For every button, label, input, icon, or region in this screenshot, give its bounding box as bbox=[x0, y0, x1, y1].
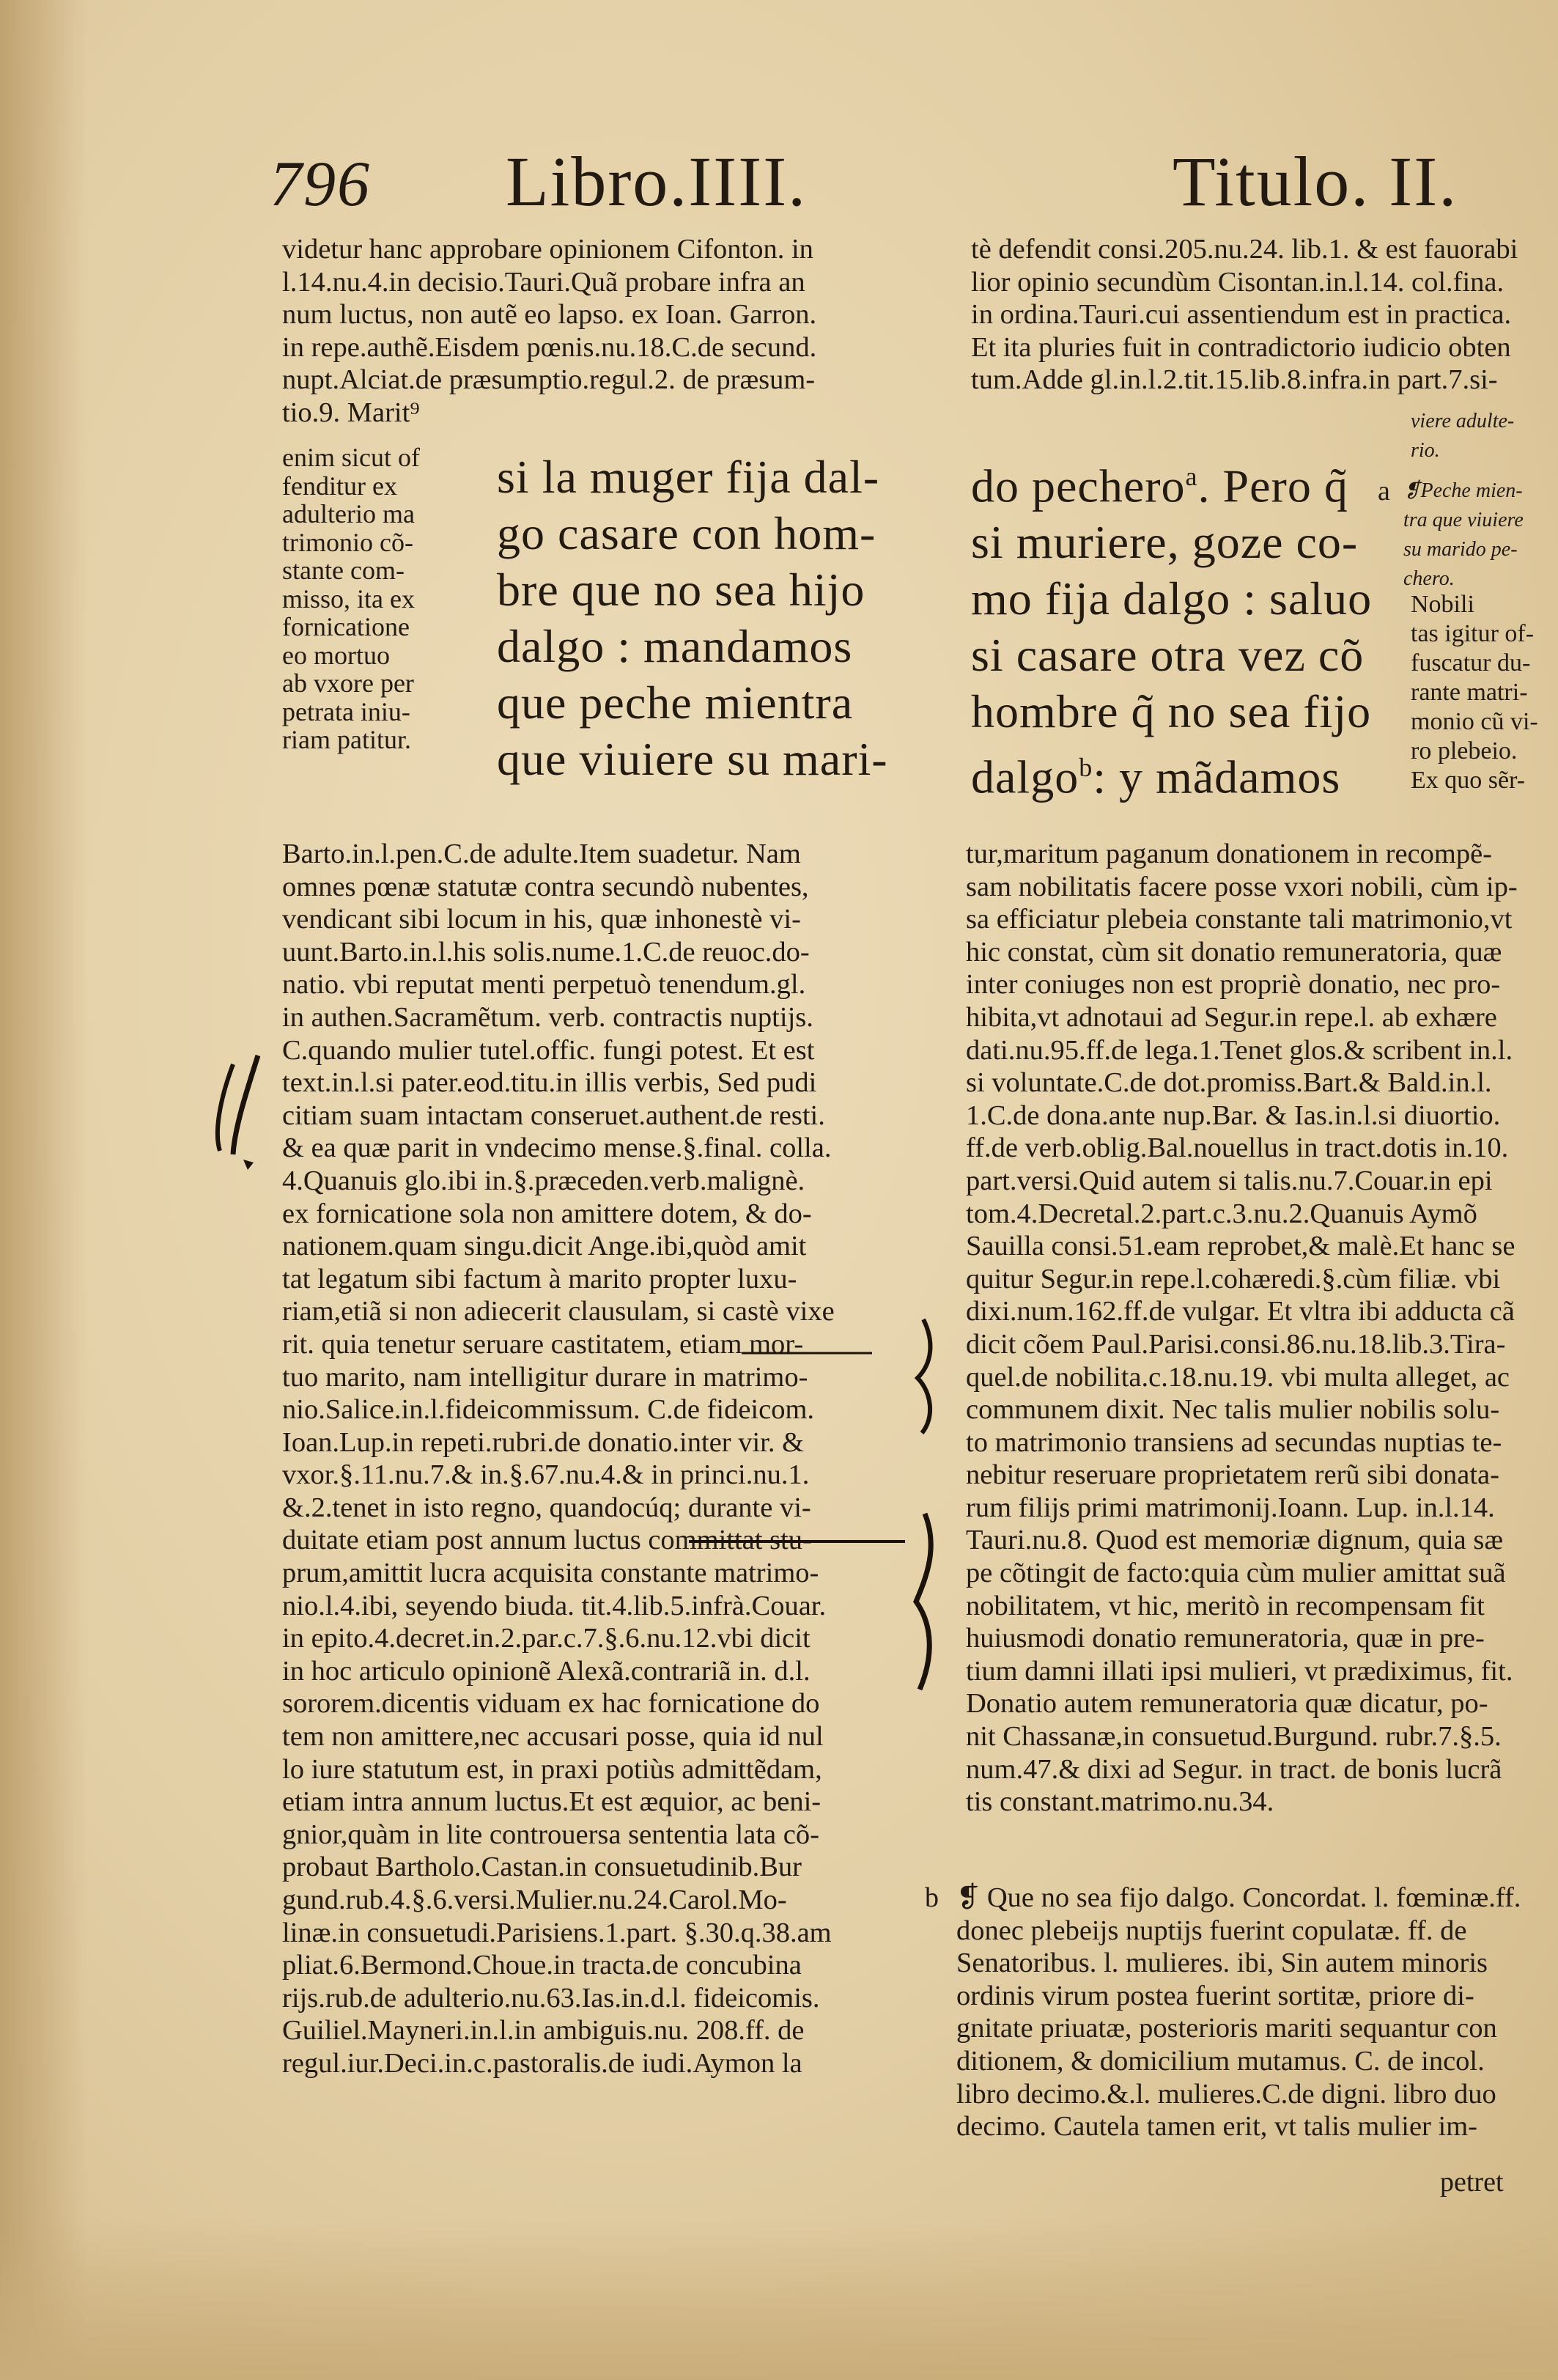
gloss-line: adulterio ma bbox=[282, 499, 415, 528]
gloss-line: gund.rub.4.§.6.versi.Mulier.nu.24.Carol.Mo- bbox=[282, 1885, 787, 1915]
gloss-line: communem dixit. Nec talis mulier nobilis solu- bbox=[966, 1394, 1500, 1426]
side-line: tra que viuiere bbox=[1403, 509, 1524, 531]
law-line: bre que no sea hijo bbox=[497, 564, 865, 616]
page-number: 796 bbox=[270, 149, 371, 220]
gloss-line: huiusmodi donatio remuneratoria, quæ in pre- bbox=[966, 1623, 1485, 1654]
side-line: Nobili bbox=[1411, 591, 1474, 618]
gloss-line: tis constant.matrimo.nu.34. bbox=[966, 1786, 1274, 1818]
gloss-line: tat legatum sibi factum à marito propter luxu- bbox=[282, 1263, 797, 1294]
gloss-line: in repe.authẽ.Eisdem pœnis.nu.18.C.de secund. bbox=[282, 331, 817, 363]
gloss-line: videtur hanc approbare opinionem Cifonton. in bbox=[282, 234, 813, 265]
gloss-line: tem non amittere,nec accusari posse, quia id nul bbox=[282, 1721, 824, 1753]
gloss-line: citiam suam intactam conseruet.authent.de resti. bbox=[282, 1099, 825, 1131]
gloss-line: duitate etiam post annum luctus committat stu- bbox=[282, 1525, 812, 1556]
gloss-line: Tauri.nu.8. Quod est memoriæ dignum, quia sæ bbox=[966, 1525, 1504, 1556]
gloss-line: petrata iniu- bbox=[282, 696, 410, 726]
gloss-line: nio.Salice.in.l.fideicommissum. C.de fideicom. bbox=[282, 1394, 815, 1426]
gloss-line: inter coniuges non est propriè donatio, nec pro- bbox=[966, 969, 1501, 1001]
gloss-line: Ioan.Lup.in repeti.rubri.de donatio.inter vir. & bbox=[282, 1426, 805, 1458]
note-letter-b: b bbox=[925, 1882, 939, 1913]
gloss-line: enim sicut of bbox=[282, 443, 420, 472]
gloss-line: uunt.Barto.in.l.his solis.nume.1.C.de reuoc.do- bbox=[282, 936, 810, 968]
gloss-line: rit. quia tenetur seruare castitatem, etiam mor- bbox=[282, 1328, 804, 1360]
gloss-line: regul.iur.Deci.in.c.pastoralis.de iudi.Aymon la bbox=[282, 2047, 802, 2079]
side-line: tas igitur of- bbox=[1411, 620, 1535, 647]
gloss-line: dati.nu.95.ff.de lega.1.Tenet glos.& scribent in.l. bbox=[966, 1034, 1513, 1066]
side-line: monio cũ vi- bbox=[1411, 708, 1538, 735]
gloss-line: 4.Quanuis glo.ibi in.§.præceden.verb.malignè. bbox=[282, 1165, 805, 1196]
gloss-line: ff.de verb.oblig.Bal.nouellus in tract.dotis in.10. bbox=[966, 1132, 1509, 1164]
gloss-line: dicit cõem Paul.Parisi.consi.86.nu.18.lib.3.Tira- bbox=[966, 1328, 1506, 1360]
gloss-line: ex fornicatione sola non amittere dotem, & do- bbox=[282, 1198, 812, 1229]
side-line: chero. bbox=[1403, 567, 1455, 590]
gloss-line: fenditur ex bbox=[282, 471, 397, 501]
side-line: Ex quo sẽr- bbox=[1411, 767, 1526, 794]
gloss-line: lo iure statutum est, in praxi potiùs admittẽdam, bbox=[282, 1753, 822, 1785]
gloss-line: ❡ Que no sea fijo dalgo. Concordat. l. fœminæ.ff. bbox=[956, 1882, 1521, 1913]
gloss-line: in ordina.Tauri.cui assentiendum est in practica. bbox=[971, 299, 1512, 331]
running-head-title: Titulo. II. bbox=[1173, 142, 1458, 221]
law-line: que viuiere su mari- bbox=[497, 733, 888, 785]
gloss-line: nit Chassanæ,in consuetud.Burgund. rubr.7.§.5. bbox=[966, 1721, 1502, 1753]
law-line: dalgo$^b$: y mãdamos bbox=[971, 751, 1341, 803]
law-line: si muriere, goze co- bbox=[971, 516, 1359, 569]
gloss-line: nupt.Alciat.de præsumptio.regul.2. de præsum- bbox=[282, 364, 816, 396]
side-line: ❡Peche mien- bbox=[1403, 479, 1523, 502]
gloss-line: sa efficiatur plebeia constante tali matrimonio,vt bbox=[966, 904, 1513, 935]
gloss-line: Et ita pluries fuit in contradictorio iudicio obten bbox=[971, 331, 1511, 363]
gloss-line: vxor.§.11.nu.7.& in.§.67.nu.4.& in princi.nu.1. bbox=[282, 1459, 810, 1491]
gloss-line: nationem.quam singu.dicit Ange.ibi,quòd amit bbox=[282, 1231, 807, 1262]
law-line: si la muger fija dal- bbox=[497, 451, 880, 503]
gloss-line: tuo marito, nam intelligitur durare in matrimo- bbox=[282, 1361, 808, 1393]
gloss-line: num luctus, non autẽ eo lapso. ex Ioan. Garron. bbox=[282, 299, 817, 331]
law-line: dalgo : mandamos bbox=[497, 620, 853, 672]
gloss-line: num.47.& dixi ad Segur. in tract. de bonis lucrã bbox=[966, 1753, 1502, 1785]
gloss-line: misso, ita ex bbox=[282, 583, 415, 614]
side-line: viere adulte- bbox=[1411, 410, 1515, 432]
gloss-line: riam patitur. bbox=[282, 725, 411, 754]
gloss-line: tum.Adde gl.in.l.2.tit.15.lib.8.infra.in part.7.si- bbox=[971, 364, 1498, 396]
catchword: petret bbox=[1440, 2167, 1504, 2197]
gloss-line: gnior,quàm in lite controuersa sententia lata cõ- bbox=[282, 1819, 819, 1850]
gloss-line: 1.C.de dona.ante nup.Bar. & Ias.in.l.si diuortio. bbox=[966, 1099, 1501, 1131]
gloss-line: si voluntate.C.de dot.promiss.Bart.& Bald.in.l. bbox=[966, 1067, 1492, 1099]
gloss-line: natio. vbi reputat menti perpetuò tenendum.gl. bbox=[282, 969, 806, 1001]
ink-brace bbox=[918, 1319, 930, 1433]
gloss-line: stante com- bbox=[282, 556, 405, 585]
gloss-line: Sauilla consi.51.eam reprobet,& malè.Et hanc se bbox=[966, 1231, 1515, 1262]
side-line: ro plebeio. bbox=[1411, 737, 1518, 765]
gloss-line: decimo. Cautela tamen erit, vt talis mulier im- bbox=[956, 2111, 1477, 2143]
note-mark-b: b bbox=[1079, 753, 1093, 783]
gloss-line: C.quando mulier tutel.offic. fungi potest. Et est bbox=[282, 1034, 815, 1066]
gloss-line: in hoc articulo opinionẽ Alexã.contrariã in. d.l. bbox=[282, 1655, 811, 1687]
gloss-line: riam,etiã si non adiecerit clausulam, si castè vixe bbox=[282, 1296, 835, 1327]
gloss-line: prum,amittit lucra acquisita constante matrimo- bbox=[282, 1558, 819, 1589]
gloss-line: tium damni illati ipsi mulieri, vt prædiximus, fit. bbox=[966, 1655, 1513, 1687]
gloss-line: hic constat, cùm sit donatio remuneratoria, quæ bbox=[966, 936, 1502, 968]
gloss-line: nio.l.4.ibi, seyendo biuda. tit.4.lib.5.infrà.Couar. bbox=[282, 1590, 827, 1621]
running-head-book: Libro.IIII. bbox=[506, 142, 808, 221]
gloss-line: quitur Segur.in repe.l.cohæredi.§.cùm filiæ. vbi bbox=[966, 1263, 1501, 1294]
gloss-line: rijs.rub.de adulterio.nu.63.Ias.in.d.l. fideicomis. bbox=[282, 1982, 820, 2014]
gloss-line: & ea quæ parit in vndecimo mense.§.final. colla. bbox=[282, 1132, 832, 1164]
ink-brace bbox=[916, 1514, 931, 1690]
gloss-line: in epito.4.decret.in.2.par.c.7.§.6.nu.12.vbi dicit bbox=[282, 1623, 811, 1654]
note-mark-a: a bbox=[1185, 462, 1198, 491]
gloss-line: probaut Bartholo.Castan.in consuetudinib.Bur bbox=[282, 1852, 802, 1883]
gloss-line: nobilitatem, vt hic, meritò in recompensam fit bbox=[966, 1590, 1485, 1621]
gloss-line: rum filijs primi matrimonij.Ioann. Lup. in.l.14. bbox=[966, 1492, 1495, 1523]
gloss-line: to matrimonio transiens ad secundas nuptias te- bbox=[966, 1426, 1502, 1458]
gloss-line: tur,maritum paganum donationem in recompẽ- bbox=[966, 839, 1492, 869]
gloss-line: omnes pœnæ statutæ contra secundò nubentes, bbox=[282, 871, 809, 902]
side-line: rio. bbox=[1411, 439, 1440, 462]
gloss-line: eo mortuo bbox=[282, 640, 390, 670]
gloss-line: sam nobilitatis facere posse vxori nobili, cùm ip- bbox=[966, 871, 1518, 902]
gloss-line: vendicant sibi locum in his, quæ inhonestè vi- bbox=[282, 904, 801, 935]
law-line: mo fija dalgo : saluo bbox=[971, 572, 1373, 625]
law-line: hombre q̃ no sea fijo bbox=[971, 685, 1372, 738]
gloss-line: part.versi.Quid autem si talis.nu.7.Couar.in epi bbox=[966, 1165, 1493, 1196]
gloss-line: sororem.dicentis viduam ex hac fornicatione do bbox=[282, 1688, 820, 1720]
gloss-line: ab vxore per bbox=[282, 668, 414, 698]
gloss-line: lior opinio secundùm Cisontan.in.l.14. col.fina. bbox=[971, 266, 1505, 298]
gloss-line: &.2.tenet in isto regno, quandocúq; durante vi- bbox=[282, 1492, 811, 1523]
gloss-line: ditionem, & domicilium mutamus. C. de incol. bbox=[956, 2045, 1485, 2077]
gloss-line: Barto.in.l.pen.C.de adulte.Item suadetur. Nam bbox=[282, 839, 801, 869]
gloss-line: pe cõtingit de facto:quia cùm mulier amittat suã bbox=[966, 1558, 1506, 1589]
law-line: go casare con hom- bbox=[497, 507, 876, 559]
gloss-line: trimonio cõ- bbox=[282, 527, 413, 557]
ink-stroke bbox=[218, 1064, 233, 1151]
side-line: su marido pe- bbox=[1403, 538, 1518, 561]
law-line: que peche mientra bbox=[497, 677, 854, 729]
gloss-line: libro decimo.&.l. mulieres.C.de digni. libro duo bbox=[956, 2078, 1496, 2110]
law-line: do pechero$^a$. Pero q̃ bbox=[971, 460, 1348, 512]
gloss-line: Guiliel.Mayneri.in.l.in ambiguis.nu. 208.ff. de bbox=[282, 2015, 805, 2046]
ink-stroke bbox=[233, 1055, 258, 1154]
side-note-letter-a: a bbox=[1378, 476, 1390, 506]
gloss-line: Senatoribus. l. mulieres. ibi, Sin autem minoris bbox=[956, 1948, 1488, 1979]
gloss-line: l.14.nu.4.in decisio.Tauri.Quã probare infra an bbox=[282, 266, 805, 298]
gloss-line: in authen.Sacramẽtum. verb. contractis nuptijs. bbox=[282, 1001, 813, 1033]
gloss-line: tom.4.Decretal.2.part.c.3.nu.2.Quanuis Aymõ bbox=[966, 1198, 1477, 1229]
gloss-line: donec plebeijs nuptijs fuerint copulatæ. ff. de bbox=[956, 1915, 1467, 1946]
gloss-line: dixi.num.162.ff.de vulgar. Et vltra ibi adducta cã bbox=[966, 1296, 1515, 1327]
gloss-line: fornicatione bbox=[282, 612, 410, 641]
gloss-line: tio.9. Marit⁹ bbox=[282, 397, 420, 428]
gloss-line: gnitate priuatæ, posterioris mariti sequantur con bbox=[956, 2013, 1497, 2044]
gloss-line: etiam intra annum luctus.Et est æquior, ac beni- bbox=[282, 1786, 822, 1818]
gloss-line: tè defendit consi.205.nu.24. lib.1. & est fauorabi bbox=[971, 234, 1518, 265]
gloss-line: Donatio autem remuneratoria quæ dicatur, po- bbox=[966, 1688, 1488, 1720]
law-line: si casare otra vez cõ bbox=[971, 629, 1365, 682]
gloss-line: nebitur reseruare proprietatem rerũ sibi donata- bbox=[966, 1459, 1499, 1491]
gloss-line: quel.de nobilita.c.18.nu.19. vbi multa alleget, ac bbox=[966, 1361, 1510, 1393]
gloss-line: pliat.6.Bermond.Choue.in tracta.de concubina bbox=[282, 1950, 802, 1981]
gloss-line: text.in.l.si pater.eod.titu.in illis verbis, Sed pudi bbox=[282, 1067, 817, 1099]
side-line: fuscatur du- bbox=[1411, 649, 1531, 677]
side-line: rante matri- bbox=[1411, 679, 1528, 706]
ink-dot bbox=[243, 1160, 254, 1170]
gloss-line: hibita,vt adnotaui ad Segur.in repe.l. ab exhære bbox=[966, 1001, 1497, 1033]
gloss-line: linæ.in consuetudi.Parisiens.1.part. §.30.q.38.am bbox=[282, 1917, 832, 1948]
gloss-line: ordinis virum postea fuerint sortitæ, priore di- bbox=[956, 1980, 1474, 2011]
